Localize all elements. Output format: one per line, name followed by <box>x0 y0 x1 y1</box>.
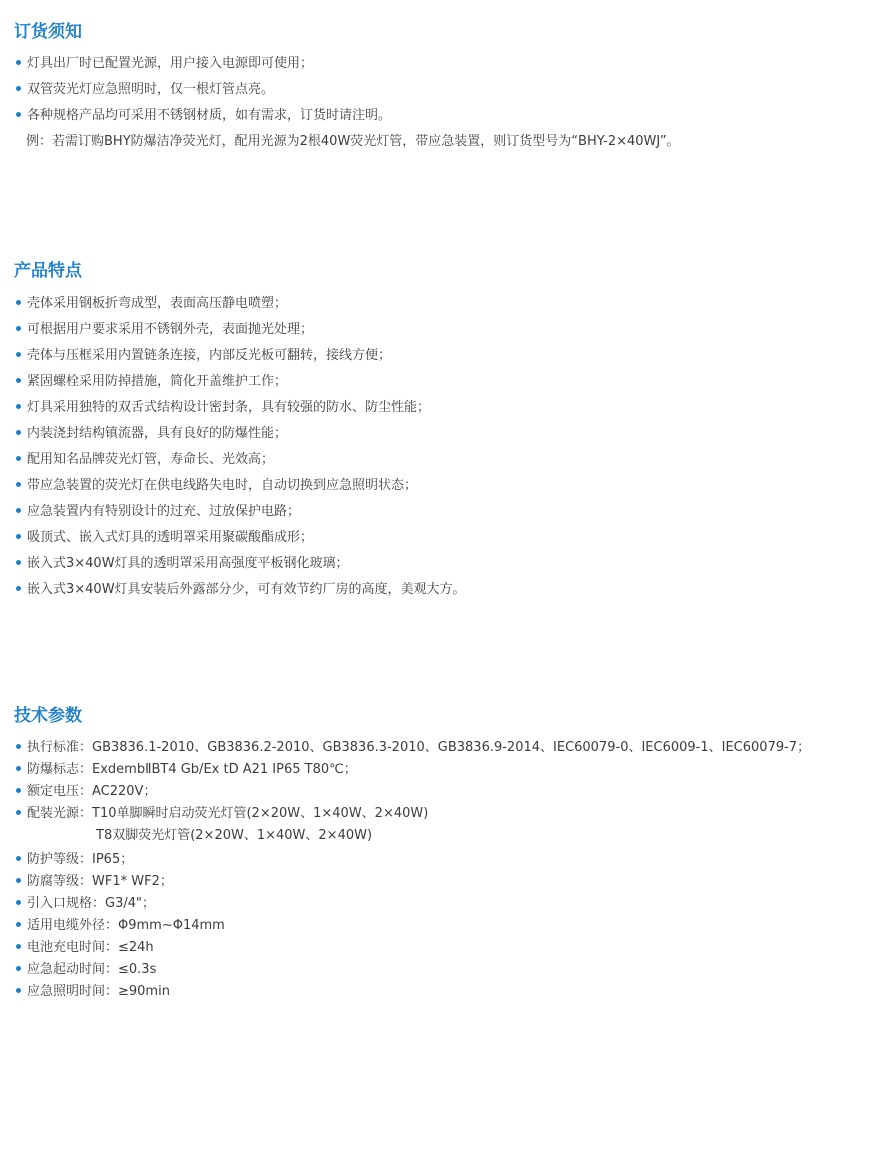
bullet-icon <box>16 766 21 771</box>
bullet-icon <box>16 404 21 409</box>
bullet-icon <box>16 586 21 591</box>
list-item <box>16 475 417 497</box>
list-item <box>16 53 313 75</box>
bullet-icon <box>16 810 21 815</box>
list-item <box>16 871 173 893</box>
bullet-icon <box>16 856 21 861</box>
list-item <box>16 849 133 871</box>
bullet-icon <box>16 352 21 357</box>
list-item <box>16 937 154 959</box>
list-item <box>16 959 156 981</box>
bullet-icon <box>16 534 21 539</box>
list-item <box>16 915 225 937</box>
list-item-text: 引入口规格：G3/4"； <box>27 896 155 911</box>
list-item <box>16 105 391 127</box>
bullet-icon <box>16 112 21 117</box>
list-item <box>16 423 287 445</box>
bullet-icon <box>16 60 21 65</box>
list-item-text: 双管荧光灯应急照明时，仅一根灯管点亮。 <box>27 82 275 97</box>
bullet-icon <box>16 378 21 383</box>
list-item-text: 各种规格产品均可采用不锈钢材质，如有需求，订货时请注明。 <box>27 108 392 123</box>
bullet-icon <box>16 900 21 905</box>
bullet-icon <box>16 300 21 305</box>
list-item <box>16 449 274 471</box>
list-item-text: 内装浇封结构镇流器，具有良好的防爆性能； <box>27 426 288 441</box>
ordering-title: 订货须知 <box>14 22 82 42</box>
list-item-text: 嵌入式3×40W灯具的透明罩采用高强度平板钢化玻璃； <box>27 556 349 571</box>
bullet-icon <box>16 966 21 971</box>
list-item-text: 可根据用户要求采用不锈钢外壳，表面抛光处理； <box>27 322 314 337</box>
list-item-text: 电池充电时间：≤24h <box>27 940 154 955</box>
light-source-continuation: T8双脚荧光灯管(2×20W、1×40W、2×40W) <box>96 828 373 843</box>
list-item <box>16 981 170 1003</box>
bullet-icon <box>16 508 21 513</box>
list-item-text: 紧固螺栓采用防掉措施，简化开盖维护工作； <box>27 374 288 389</box>
list-item <box>16 803 428 825</box>
list-item <box>16 293 287 315</box>
list-item <box>16 371 287 393</box>
list-item-text: 嵌入式3×40W灯具安装后外露部分少，可有效节约厂房的高度，美观大方。 <box>27 582 466 597</box>
bullet-icon <box>16 456 21 461</box>
list-item-text: 带应急装置的荧光灯在供电线路失电时，自动切换到应急照明状态； <box>27 478 418 493</box>
list-item <box>16 501 300 523</box>
specs-section <box>0 704 888 1004</box>
list-item <box>16 345 391 367</box>
list-item-text: 应急装置内有特别设计的过充、过放保护电路； <box>27 504 301 519</box>
list-item-text: 应急照明时间：≥90min <box>27 984 170 999</box>
list-item-text: 执行标准：GB3836.1-2010、GB3836.2-2010、GB3836.3-2010、GB3836.9-2014、IEC60079-0、IEC6009-1、IEC60079-7； <box>27 740 811 755</box>
list-item-text: 配装光源：T10单脚瞬时启动荧光灯管(2×20W、1×40W、2×40W) <box>27 806 429 821</box>
bullet-icon <box>16 326 21 331</box>
bullet-icon <box>16 430 21 435</box>
bullet-icon <box>16 944 21 949</box>
specs-title: 技术参数 <box>14 706 82 726</box>
bullet-icon <box>16 560 21 565</box>
bullet-icon <box>16 86 21 91</box>
bullet-icon <box>16 988 21 993</box>
list-item-text: 灯具出厂时已配置光源，用户接入电源即可使用； <box>27 56 314 71</box>
list-item-text: 吸顶式、嵌入式灯具的透明罩采用聚碳酸酯成形； <box>27 530 314 545</box>
list-item <box>16 553 349 575</box>
list-item-text: 壳体采用钢板折弯成型，表面高压静电喷塑； <box>27 296 288 311</box>
list-item-text: 壳体与压框采用内置链条连接，内部反光板可翻转，接线方便； <box>27 348 392 363</box>
list-item <box>16 79 274 101</box>
list-item <box>16 893 155 915</box>
list-item-text: 额定电压：AC220V； <box>27 784 157 799</box>
list-item <box>16 737 810 759</box>
list-item-text: 防护等级：IP65； <box>27 852 134 867</box>
list-item-text: 适用电缆外径：Φ9mm~Φ14mm <box>27 918 225 933</box>
bullet-icon <box>16 922 21 927</box>
features-title: 产品特点 <box>14 261 82 281</box>
list-item <box>16 781 156 803</box>
list-item-text: 配用知名品牌荧光灯管，寿命长、光效高； <box>27 452 275 467</box>
list-item-text: 防腐等级：WF1* WF2； <box>27 874 173 889</box>
ordering-example: 例：若需订购BHY防爆洁净荧光灯，配用光源为2根40W荧光灯管，带应急装置，则订货型号为“BHY-2×40WJ”。 <box>26 134 680 149</box>
list-item <box>16 759 357 781</box>
bullet-icon <box>16 482 21 487</box>
bullet-icon <box>16 788 21 793</box>
bullet-icon <box>16 878 21 883</box>
ordering-section <box>0 20 888 160</box>
list-item-text: 灯具采用独特的双舌式结构设计密封条，具有较强的防水、防尘性能； <box>27 400 431 415</box>
list-item <box>16 579 466 601</box>
list-item-text: 防爆标志：ExdembⅡBT4 Gb/Ex tD A21 IP65 T80℃； <box>27 762 357 777</box>
list-item <box>16 319 313 341</box>
bullet-icon <box>16 744 21 749</box>
list-item <box>16 527 313 549</box>
list-item-text: 应急起动时间：≤0.3s <box>27 962 157 977</box>
list-item <box>16 397 430 419</box>
features-section <box>0 259 888 599</box>
